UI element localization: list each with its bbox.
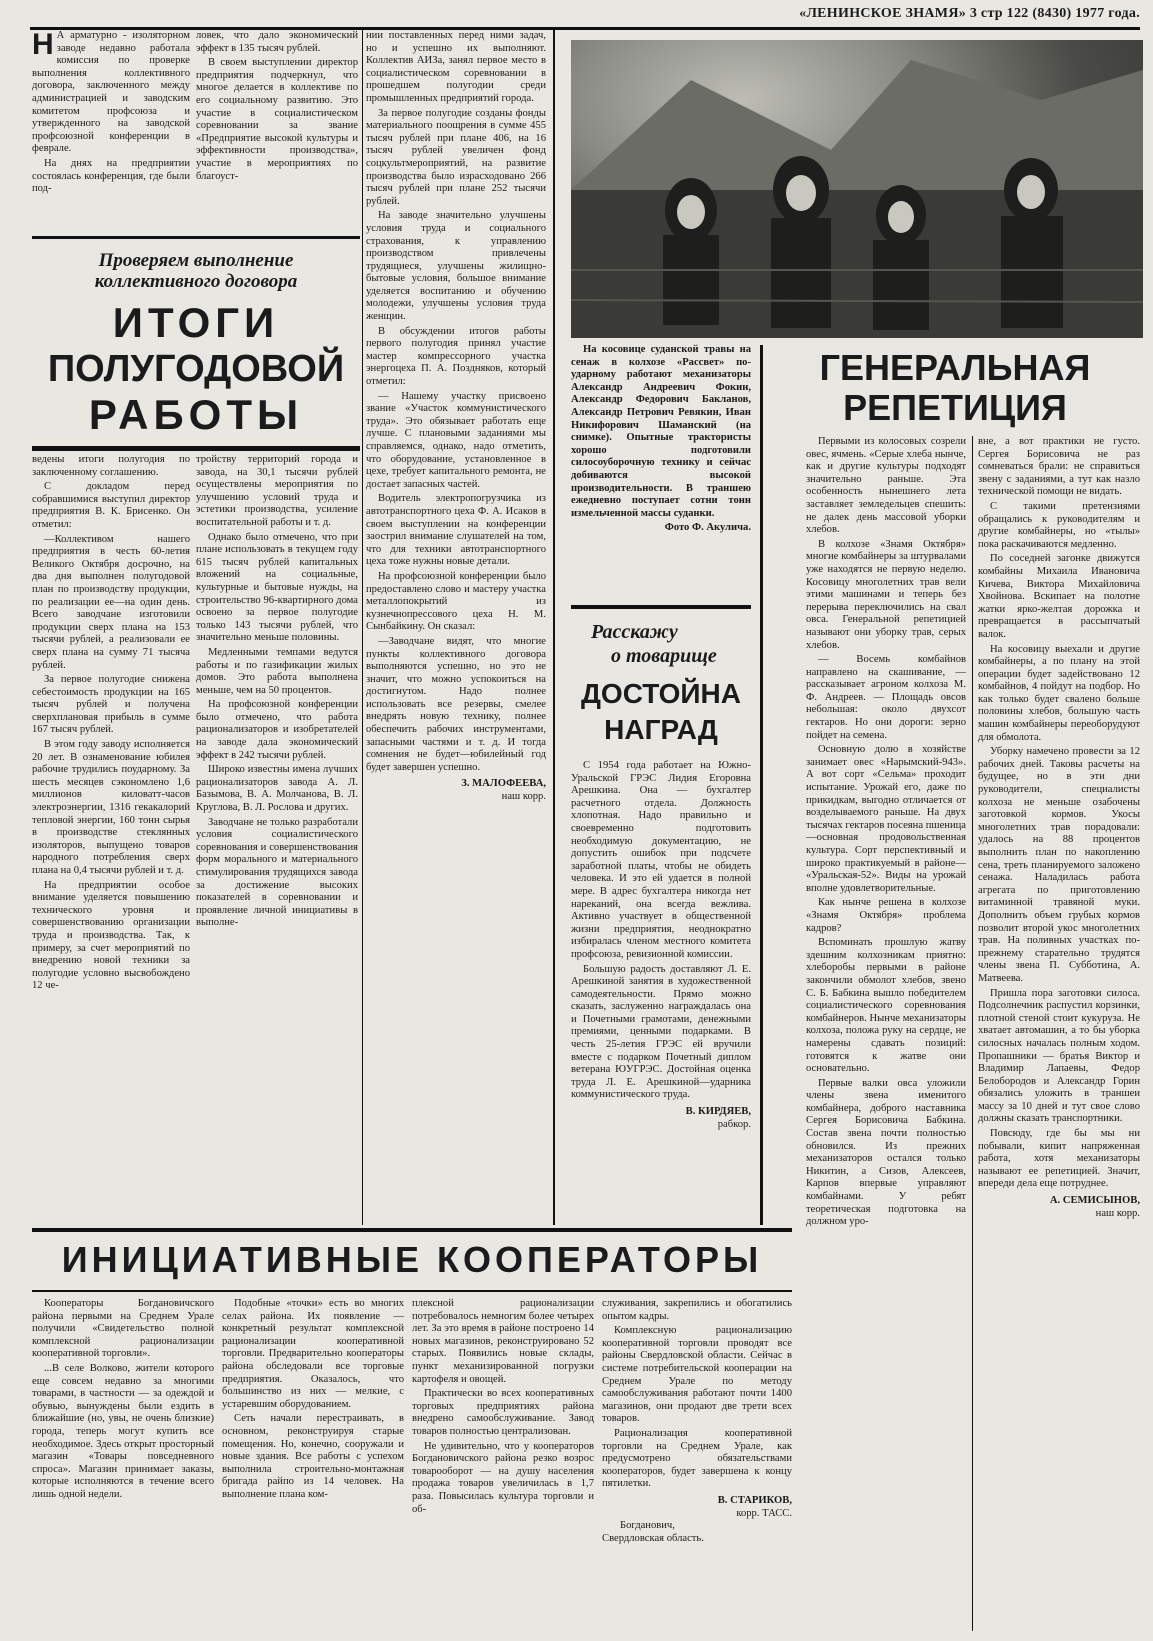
article1-col1-top: Н А арматурно - изоляторном заводе недавно работала комиссия по проверке выполнения коллективного договора, заключенного между администрацией и заводским комитетом профсоюза и утвержденного на заводской профсоюзной конференции в феврале. На днях на предприятии состоялась конференция, где были под- [32, 30, 190, 195]
rule-a1-top [32, 236, 360, 239]
article2-body: С 1954 года работает на Южно-Уральской ГРЭС Лидия Егоровна Арешкина. Она — бухгалтер расчетного отдела. Должность хлопотная. Надо правильно и своевременно подготовить необходимую документацию, не допустить ошибок при подсчете заработной платы, чтобы не обидеть человека. И это ей удается в полной мере. В адрес бухгалтера никогда нет нареканий, она всегда вежлива. Активно участвует в общественной жизни предприятия, неоднократно избиралась членом местного комитета профсоюза, ревизионной комиссии. Большую радость доставляют Л. Е. Арешкиной занятия в художественной самодеятельности. Прямо можно сказать, заслуженно награждалась она и Почетными грамотами, денежными премиями, ценными подарками. В честь 25-летия ГРЭС ей вручили вместе с подарком Почетный диплом ветерана ЮУГРЭС. Достойная оценка труда Л. Е. Арешкиной—ударника коммунистического труда. В. КИРДЯЕВ, рабкор. [571, 760, 751, 1130]
article2-signature-role: рабкор. [717, 1118, 751, 1130]
article1-kicker: Проверяем выполнение коллективного договора [94, 250, 298, 292]
article1-col1: ведены итоги полугодия по заключенному соглашению. С докладом перед собравшимися выступил директор предприятия В. К. Брисенко. Он отметил: —Коллективом нашего предприятия в честь 60-летия Великого Октября досрочно, на два дня выполнен полугодовой план по производству продукции, по реализации ее—на один день. Всего заводчане изготовили продукции сверх плана на 153 тысячи рублей, а реализовали ее сверх плана на сумму 71 тысяча рублей. За первое полугодие снижена себестоимость продукции на 165 тысяч рублей и получена сверхплановая прибыль в сумме 167 тысяч рублей. В этом году заводу исполняется 20 лет. В ознаменование юбилея рабочие трудились поударному. За шесть месяцев сэкономлено 1,6 миллионов киловатт-часов электроэнергии, 1316 гекакалорий тепловой энергии, 160 тонн сырья в производстве стеклянных изоляторов, выпущено товаров народного потребления сверх плана на 0,4 тысячи рублей и т. д. На предприятии особое внимание уделяется повышению технического уровня и совершенствованию организации труда и производства. Так, к примеру, за счет мероприятий по внедрению новой техники за полугодие условно высвобождено 12 че- [32, 454, 190, 992]
article1-signature: З. МАЛОФЕЕВА, [461, 778, 546, 790]
article1-col2: тройству территорий города и завода, на 30,1 тысячи рублей осуществлены мероприятия по улучшению условий труда и эстетики производства, усиление воспитательной работы и т. д. Однако было отмечено, что при плане использовать в текущем году 615 тысяч рублей капитальных вложений на социальные, культурные и бытовые нужды, на строительство 96-квартирного дома освоено за первое полугодие только 143 тысячи рублей, что значительно меньше половины. Медленными темпами ведутся работы и по газификации жилых домов. Это работа выполнена меньше, чем на 50 процентов. На профсоюзной конференции было отмечено, что работа рационализаторов и изобретателей на заводе дала экономический эффект в 242 тысячи рублей. Широко известны имена лучших рационализаторов завода А. Л. Базымова, В. А. Молчанова, В. Л. Круглова, В. Л. Рослова и других. Заводчане не только разработали условия социалистического соревнования и совершенствования форм морального и материального стимулирования трудящихся завода за достижение высоких показателей в соревновании и проявление личной инициативы в выполне- [196, 454, 358, 929]
article1-headline: ИТОГИ ПОЛУГОДОВОЙ РАБОТЫ [47, 299, 345, 438]
rule-a1-head [32, 446, 360, 451]
col-rule-4 [972, 436, 973, 1631]
rule-a2 [571, 605, 751, 609]
article3-col2: вне, а вот практики не густо. Сергея Борисовича не раз сомневаться брали: не справиться звену с заданиями, а тут как назло технической помощи не видать. С такими претензиями обращались к руководителям и другие комбайнеры, но «тылы» пока раскачиваются медленно. По соседней загонке движутся комбайны Михаила Ивановича Кичева, Виктора Михайловича Хвойнова. Вскипает на полотне жатки ярко-желтая дорожка и превращается в рассыпчатый валок. На косовицу выехали и другие комбайнеры, а по плану на этой операции будет задействовано 12 комбайнов, 4 пойдут на подбор. Но как только будет свалено больше половины хлебов, большую часть машин комбайнеры переоборудуют для обмолота. Уборку намечено провести за 12 рабочих дней. Таковы расчеты на будущее, но в эти дни руководители, специалисты колхоза не меньше озабочены заготовкой кормов. Укосы многолетних трав порадовали: удалось на 88 процентов выполнить план по накоплению сена, треть планируемого заложено сенажа. Наладилась работа агрегата по приготовлению витаминной травяной муки. Дополнить объем грубых кормов позволит второй укос многолетних трав. На поливных участках по-прежнему старательно трудятся члены звена П. Субботина, А. Матвеева. Пришла пора заготовки силоса. Подсолнечник распустил корзинки, плотной стеной стоит кукуруза. Не хватает автомашин, а то бы уборка силосных началась полным ходом. Пропашники — братья Виктор и Владимир Лапаевы, Федор Белобородов и Александр Горин обязались уложить в траншеи массу за 10 дней и тут свое слово должны сказать транспортники. Повсюду, где бы мы ни побывали, кипит напряженная работа, хотя механизаторы называют ее репетицией. Значит, впереди дела еще потруднее. А. СЕМИСЫНОВ, наш корр. [978, 436, 1140, 1219]
photo-caption: На косовице суданской травы на сенаж в колхозе «Рассвет» по-ударному работают механизаторы Александр Андреевич Фокин, Александр Федорович Бакланов, Александр Петрович Ревякин, Иван Никифорович Шаманский (на снимке). Опытные трактористы хорошо подготовили силосоуборочную технику и сейчас добиваются высокой производительности. В траншею ежедневно поступает сотни тонн измельченной массы суданки. Фото Ф. Акулича. [571, 344, 751, 534]
photo-credit: Фото Ф. Акулича. [664, 522, 751, 534]
article2-headline: ДОСТОЙНА НАГРАД [580, 678, 741, 745]
article3-signature-role: наш корр. [1095, 1207, 1140, 1219]
article3-col1: Первыми из колосовых созрели овес, ячмень. «Серые хлеба нынче, как и другие культуры подходят значительно раньше. Эта особенность нынешнего лета заставляет земледельцев спешить: не далек день массовой уборки хлебов. В колхозе «Знамя Октября» многие комбайнеры за штурвалами уже находятся не первую неделю. Косовицу многолетних трав вели этими машинами и теперь без перерыва переключились на свал овса. Генеральной репетицией называют они уборку трав, серых хлебов. — Восемь комбайнов направлено на скашивание, — рассказывает агроном колхоза М. Ф. Андреев. — Площадь овсов небольшая: около двухсот гектаров. Но они дороги: зерно пойдет на семена. Основную долю в хозяйстве занимает овес «Нарымский-943». А вот сорт «Сельма» проходит испытание. Урожай его, даже по прикидкам, выгодно отличается от возделываемого раньше. На двух тысячах гектаров посеяна пшеница —основная продовольственная культура. Сорт перспективный и широко практикуемый в районе— «Уральская-52». Виды на урожай вполне удовлетворительные. Как нынче решена в колхозе «Знамя Октября» проблема кадров? Вспоминать прошлую жатву здешним колхозникам приятно: хлеборобы первыми в районе закончили обмолот хлебов, звено С. Б. Бабкина вышло победителем социалистического соревнования комбайнеров. Нынче механизаторы колхоза, положа руку на сердце, не намерены сдавать позиций: готовятся к жатве они основательно. Первые валки овса уложили члены звена именитого комбайнера, доброго наставника Сергея Борисовича Бабкина. Состав звена почти полностью обновился. Из прежних механизаторов остался только Никитин, а Сизов, Алексеев, Карпов впервые управляют комбайнами. У ребят теоретическая подготовка на должном уро- [806, 436, 966, 1228]
article4-col4: служивания, закрепились и обогатились опытом кадры. Комплексную рационализацию кооперативной торговли проводят все районы Свердловской области. Сейчас в системе потребительской кооперации на Среднем Урале по методу самообслуживания работают почти 1400 магазинов, они продают две трети всех товаров. Рационализация кооперативной торговли на Среднем Урале, как предусмотрено обязательствами кооператоров, будет завершена к концу пятилетки. В. СТАРИКОВ, корр. ТАСС. Богданович, Свердловская область. [602, 1298, 792, 1544]
article3-signature: А. СЕМИСЫНОВ, [1049, 1195, 1140, 1207]
rule-a4-top [32, 1228, 792, 1232]
col-rule-3 [760, 345, 763, 1225]
masthead: «ЛЕНИНСКОЕ ЗНАМЯ» 3 стр 122 (8430) 1977 года. [799, 6, 1140, 21]
col-rule-2 [553, 30, 555, 1225]
article3-headline: ГЕНЕРАЛЬНАЯ РЕПЕТИЦИЯ [819, 347, 1091, 428]
article1-signature-role: наш корр. [501, 791, 546, 803]
article1-col3: нии поставленных перед ними задач, но и успешно их выполняют. Коллектив АИЗа, занял первое место в социалистическом соревновании в прошедшем полугодии среди промышленных предприятий города. За первое полугодие созданы фонды материального поощрения в сумме 455 тысяч рублей при плане 406, на 16 тысяч рублей увеличен фонд соцкультмероприятий, на развитие производства было израсходовано 266 тысяч рублей при плане 252 тысячи рублей. На заводе значительно улучшены условия труда и социального страхования, к управлению производством привлечены трудящиеся, улучшены жилищно-бытовые условия, большое внимание уделяется воспитанию и обучению молодежи, улучшены условия труда женщин. В обсуждении итогов работы первого полугодия принял участие мастер компрессорного участка энергоцеха П. А. Поздняков, который отметил: — Нашему участку присвоено звание «Участок коммунистического труда». Это обязывает работать еще лучше. С плановыми заданиями мы справляемся, однако, надо отметить, что оборудование, установленное в цехе, требует капитального ремонта, не достает запасных частей. Водитель электропогрузчика из автотранспортного цеха Ф. А. Исаков в своем выступлении на конференции заострил внимание слушателей на том, что для техники автотранспортного цеха тоже нужны новые детали. На профсоюзной конференции было предоставлено слово и мастеру участка металлопокрытий из кузнечнопрессового цеха Н. М. Сынбайкину. Он сказал: —Заводчане видят, что многие пункты коллективного договора выполняются успешно, но это не значит, что можно успокоиться на достигнутом. Надо полнее использовать все резервы, смелее внедрять новую технику, полнее обеспечить рабочих инструментами, запасными частями и т. д. И тогда сомнения не будет—юбилейный год будет завершен успешно. З. МАЛОФЕЕВА, наш корр. [366, 30, 546, 803]
col-rule-1 [362, 30, 363, 1225]
dropcap: Н [32, 30, 54, 61]
photo-harvesters [571, 40, 1143, 338]
article4-signature-role: корр. ТАСС. [736, 1507, 792, 1519]
article4-col1: Кооператоры Богдановичского района первыми на Среднем Урале получили «Свидетельство полной комплексной рационализации кооперативной торговли». ...В селе Волково, жители которого еще совсем недавно за многими товарами, в частности — за одеждой и обувью, вынуждены были ездить в ближайшие (но, увы, не очень близкие) города, теперь могут купить все необходимое. Здесь открыт просторный магазин «Товары повседневного спроса». Магазин принимает заказы, которые исполняются в течение всего лишь одной недели. [32, 1298, 214, 1500]
article4-signature: В. СТАРИКОВ, [717, 1494, 792, 1506]
article4-col2: Подобные «точки» есть во многих селах района. Их появление — конкретный результат комплексной рационализации кооперативной торговли. Предварительно кооператоры района обследовали все торговые предприятия. Оказалось, что большинство из них — мелкие, с устаревшим оборудованием. Сеть начали перестраивать, в основном, реконструируя старые помещения. Но, конечно, сооружали и новые здания. Все работы с успехом выполнила строительно-монтажная бригада райпо из 14 человек. На выполнение плана ком- [222, 1298, 404, 1500]
photo-image [571, 40, 1143, 338]
article4-dateline1: Богданович, [620, 1520, 675, 1532]
article4-col3: плексной рационализации потребовалось немногим более четырех лет. За это время в районе построено 14 новых магазинов, реконструировано 52 старых. Появились новые склады, пункт механизированной погрузки картофеля и овощей. Практически во всех кооперативных торговых предприятиях района внедрено самообслуживание. Завод товаров полностью централизован. Не удивительно, что у кооператоров Богдановичского района резко возрос товарооборот — на душу населения продажа товаров увеличилась в 1,7 раза. Повысилась культура торговли и об- [412, 1298, 594, 1515]
article4-dateline2: Свердловская область. [602, 1532, 704, 1544]
rule-a4-head [32, 1290, 792, 1292]
article2-signature: В. КИРДЯЕВ, [685, 1106, 751, 1118]
article2-kicker: Расскажу о товарище [591, 621, 717, 667]
article1-col2-top: ловек, что дало экономический эффект в 135 тысяч рублей. В своем выступлении директор предприятия подчеркнул, что многое делается в коллективе по его социальному развитию. Это участие в социалистическом соревновании за звание «Предприятие высокой культуры и эффективности производства», участие в мероприятиях по благоуст- [196, 30, 358, 182]
article4-headline: ИНИЦИАТИВНЫЕ КООПЕРАТОРЫ [61, 1239, 763, 1280]
